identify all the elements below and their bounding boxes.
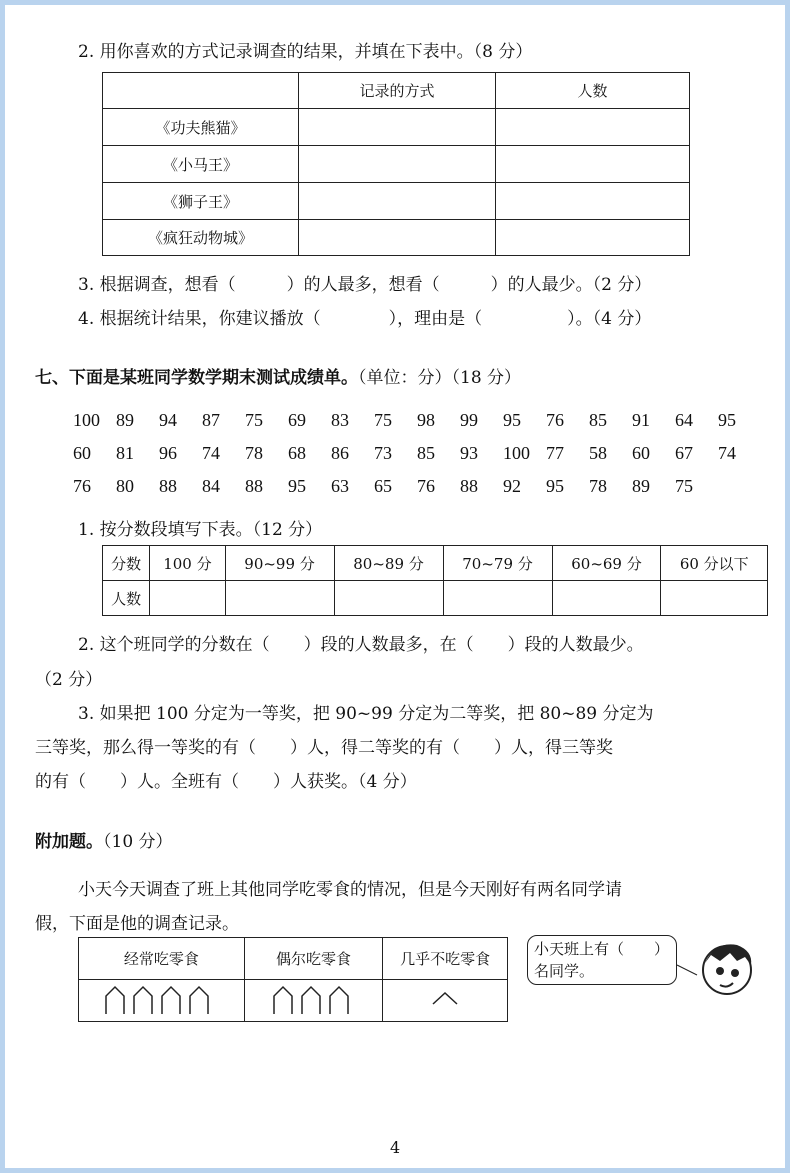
score-value: 75 — [675, 476, 693, 496]
score-value: 60 — [73, 443, 91, 463]
score-row — [73, 476, 718, 497]
score-value: 77 — [546, 443, 564, 463]
header-cell — [103, 73, 299, 109]
score-value: 93 — [460, 443, 478, 463]
score-value: 88 — [460, 476, 478, 496]
score-value: 89 — [116, 410, 134, 430]
score-value: 94 — [159, 410, 177, 430]
score-value: 87 — [202, 410, 220, 430]
score-value: 63 — [331, 476, 349, 496]
answer-cell — [334, 581, 443, 616]
score-value: 76 — [417, 476, 435, 496]
score-value: 68 — [288, 443, 306, 463]
score-value: 85 — [589, 410, 607, 430]
movie-cell: 《小马王》 — [103, 146, 299, 183]
s7-q2: 2. 这个班同学的分数在（ ）段的人数最多，在（ ）段的人数最少。 — [78, 635, 644, 655]
page-number: 4 — [390, 1138, 401, 1157]
score-value: 74 — [718, 443, 736, 463]
score-value: 76 — [546, 410, 564, 430]
header-cell: 经常吃零食 — [79, 938, 245, 980]
score-value: 88 — [159, 476, 177, 496]
score-value: 91 — [632, 410, 650, 430]
score-value: 95 — [546, 476, 564, 496]
score-table — [102, 545, 768, 616]
score-value: 73 — [374, 443, 392, 463]
header-cell: 偶尔吃零食 — [244, 938, 382, 980]
score-value: 92 — [503, 476, 521, 496]
q2-text: 2. 用你喜欢的方式记录调查的结果，并填在下表中。（8 分） — [78, 42, 533, 62]
survey-table — [102, 72, 690, 256]
tally-marks — [79, 980, 245, 1022]
extra-paragraph-1: 小天今天调查了班上其他同学吃零食的情况，但是今天刚好有两名同学请 — [78, 880, 622, 900]
answer-cell — [225, 581, 334, 616]
header-cell: 90~99 分 — [225, 546, 334, 581]
header-cell: 60~69 分 — [552, 546, 661, 581]
header-cell: 60 分以下 — [661, 546, 768, 581]
score-value: 81 — [116, 443, 134, 463]
header-cell: 分数 — [103, 546, 150, 581]
score-value: 80 — [116, 476, 134, 496]
s7-q3-line2: 三等奖，那么得一等奖的有（ ）人，得二等奖的有（ ）人，得三等奖 — [35, 738, 613, 758]
score-value: 95 — [503, 410, 521, 430]
score-value: 75 — [374, 410, 392, 430]
score-value: 86 — [331, 443, 349, 463]
score-value: 100 — [73, 410, 100, 430]
header-cell: 100 分 — [150, 546, 225, 581]
score-value: 78 — [589, 476, 607, 496]
score-value: 69 — [288, 410, 306, 430]
score-row — [73, 443, 761, 464]
score-row — [73, 410, 761, 431]
header-cell: 70~79 分 — [443, 546, 552, 581]
q3-text: 3. 根据调查，想看（ ）的人最多，想看（ ）的人最少。（2 分） — [78, 275, 652, 295]
score-value: 78 — [245, 443, 263, 463]
snack-table — [78, 937, 508, 1022]
score-value: 64 — [675, 410, 693, 430]
score-value: 76 — [73, 476, 91, 496]
tally-marks — [244, 980, 382, 1022]
answer-cell — [150, 581, 225, 616]
movie-cell: 《狮子王》 — [103, 183, 299, 220]
score-value: 89 — [632, 476, 650, 496]
header-cell: 几乎不吃零食 — [383, 938, 508, 980]
s7-q2-points: （2 分） — [35, 670, 103, 690]
score-value: 85 — [417, 443, 435, 463]
q4-text: 4. 根据统计结果，你建议播放（ ），理由是（ ）。（4 分） — [78, 309, 652, 329]
header-cell: 80~89 分 — [334, 546, 443, 581]
score-value: 99 — [460, 410, 478, 430]
score-value: 88 — [245, 476, 263, 496]
score-value: 65 — [374, 476, 392, 496]
movie-cell: 《疯狂动物城》 — [103, 220, 299, 256]
speech-bubble: 小天班上有（ ） 名同学。 — [527, 935, 677, 985]
score-value: 100 — [503, 443, 530, 463]
header-cell: 人数 — [496, 73, 690, 109]
s7-q1: 1. 按分数段填写下表。（12 分） — [78, 520, 323, 540]
s7-q3-line1: 3. 如果把 100 分定为一等奖，把 90~99 分定为二等奖，把 80~89 分定为 — [78, 704, 654, 724]
row-label: 人数 — [103, 581, 150, 616]
score-value: 60 — [632, 443, 650, 463]
score-value: 75 — [245, 410, 263, 430]
s7-q3-line3: 的有（ ）人。全班有（ ）人获奖。（4 分） — [35, 772, 417, 792]
extra-title: 附加题。（10 分） — [35, 832, 173, 852]
score-value: 95 — [718, 410, 736, 430]
score-value: 98 — [417, 410, 435, 430]
score-value: 96 — [159, 443, 177, 463]
answer-cell — [552, 581, 661, 616]
answer-cell — [661, 581, 768, 616]
score-value: 84 — [202, 476, 220, 496]
score-value: 67 — [675, 443, 693, 463]
answer-cell — [443, 581, 552, 616]
score-value: 74 — [202, 443, 220, 463]
movie-cell: 《功夫熊猫》 — [103, 109, 299, 146]
section7-title: 七、下面是某班同学数学期末测试成绩单。（单位：分）（18 分） — [35, 368, 522, 388]
extra-paragraph-2: 假，下面是他的调查记录。 — [35, 914, 239, 934]
tally-marks — [383, 980, 508, 1022]
header-cell: 记录的方式 — [299, 73, 496, 109]
score-value: 95 — [288, 476, 306, 496]
worksheet-page — [5, 5, 785, 1168]
boy-cartoon-icon — [675, 935, 775, 1005]
score-value: 83 — [331, 410, 349, 430]
score-value: 58 — [589, 443, 607, 463]
